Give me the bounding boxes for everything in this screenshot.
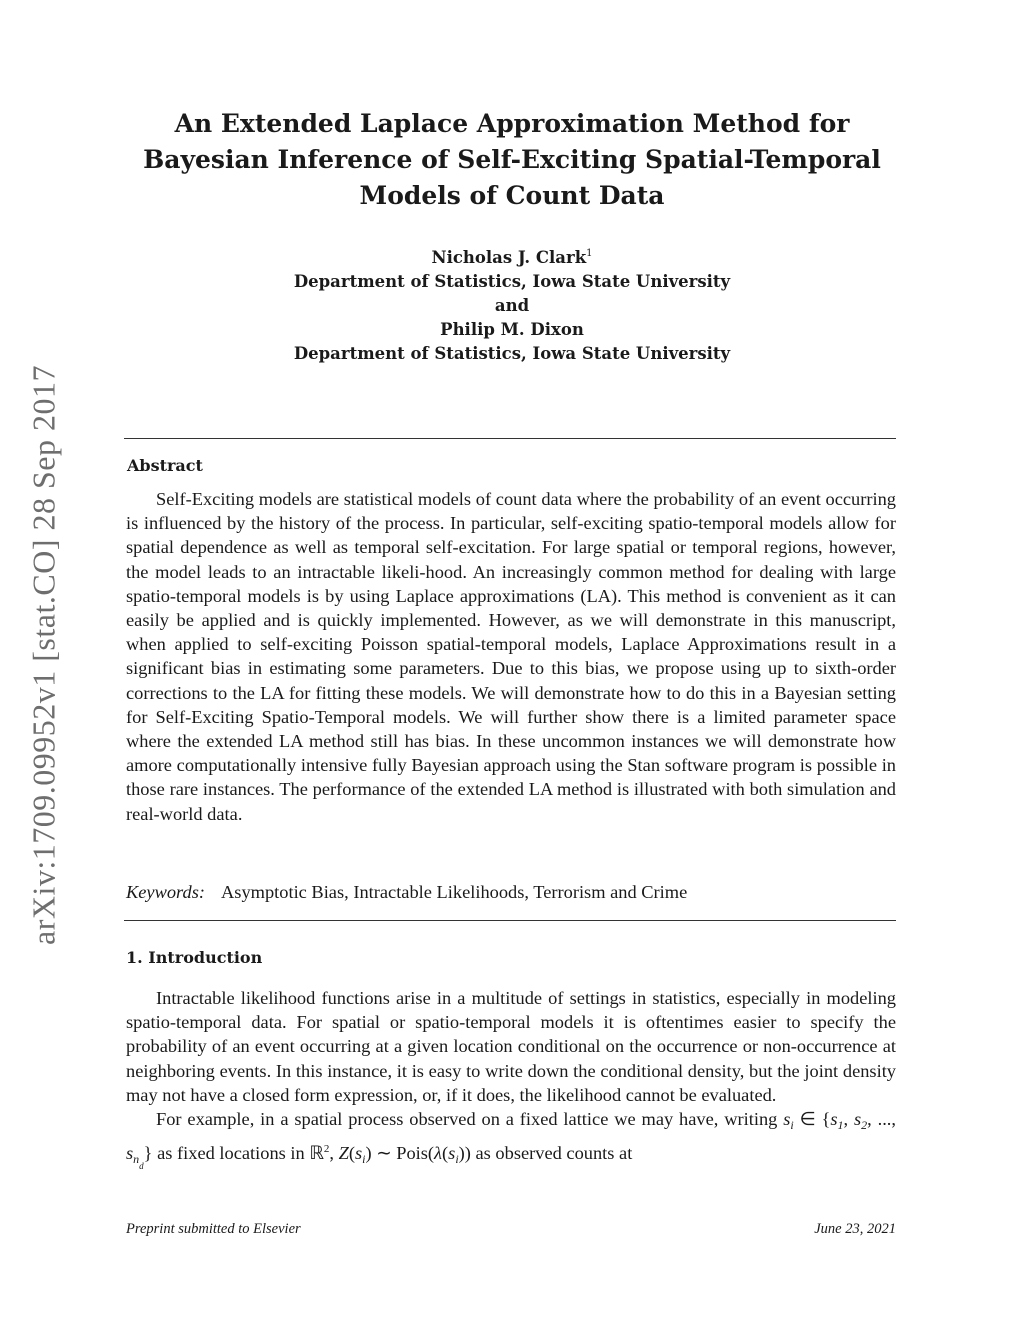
footer-preprint-note: Preprint submitted to Elsevier [126, 1221, 301, 1237]
footer-date: June 23, 2021 [814, 1221, 896, 1237]
author-conjunction: and [494, 296, 530, 315]
author-1: Nicholas J. Clark$^1$ [431, 248, 593, 267]
affiliation-2: Department of Statistics, Iowa State University [293, 344, 731, 363]
math-real-plane: ℝ$^2$, [309, 1143, 335, 1164]
keywords-label: Keywords: [126, 882, 206, 902]
arxiv-identifier-stamp: arXiv:1709.09952v1 [stat.CO] 28 Sep 2017 [25, 365, 62, 945]
keywords-value: Asymptotic Bias, Intractable Likelihoods, Terrorism and Crime [221, 882, 688, 902]
title-line-3: Models of Count Data [359, 181, 665, 210]
abstract-paragraph: Self-Exciting models are statistical models of count data where the probability of an event occurring is influenced by the history of the process. In particular, self-exciting spatio-temporal models allow for spatial dependence as well as temporal self-excitation. For large spatial or temporal regions, however, the model leads to an intractable likeli-hood. An increasingly common method for dealing with large spatio-temporal models is by using Laplace approximations (LA). This method is convenient as it can easily be applied and is quickly implemented. However, as we will demonstrate in this manuscript, when applied to self-exciting Poisson spatial-temporal models, Laplace Approximations result in a significant bias in estimating some parameters. Due to this bias, we propose using up to sixth-order corrections to the LA for fitting these models. We will demonstrate how to do this in a Bayesian setting for Self-Exciting Spatio-Temporal models. We will further show there is a limited parameter space where the extended LA method still has bias. In these uncommon instances we will demonstrate how amore computationally intensive fully Bayesian approach using the Stan software program is possible in those rare instances. The performance of the extended LA method is illustrated with both simulation and real-world data. [126, 489, 896, 824]
affiliation-1: Department of Statistics, Iowa State University [293, 272, 731, 291]
introduction-heading: 1. Introduction [126, 948, 263, 967]
math-poisson-counts: $Z(s_i)$ ∼ $Pois(\lambda(s_i))$ [338, 1143, 471, 1167]
abstract-top-rule [124, 438, 896, 439]
title-line-1: An Extended Laplace Approximation Method for [174, 109, 850, 138]
math-locations-set: $s_i$ ∈ {$s_1$, $s_2$, ..., $s_{n_d}$} [126, 1109, 896, 1172]
abstract-bottom-rule [124, 920, 896, 921]
introduction-paragraph-2: For example, in a spatial process observed on a fixed lattice we may have, writing $s_i$ ∈ {$s_1$, $s_2$, ..., $s_{n_d}$} as fixed locations in ℝ$^2$, $Z(s_i)$ ∼ $Pois(\lambda(s_i))$ as observed counts at [126, 1109, 896, 1172]
title-line-2: Bayesian Inference of Self-Exciting Spatial-Temporal [143, 145, 881, 174]
keywords-line [126, 882, 687, 903]
paper-title [112, 106, 912, 214]
abstract-body [126, 487, 896, 826]
introduction-body [126, 986, 896, 1179]
author-1-footnote-marker: 1 [586, 248, 593, 259]
author-2: Philip M. Dixon [440, 320, 584, 339]
author-block [112, 242, 912, 366]
introduction-paragraph-1: Intractable likelihood functions arise in a multitude of settings in statistics, especially in modeling spatio-temporal data. For spatial or spatio-temporal models it is oftentimes easier to specify the probability of an event occurring at a given location conditional on the occurrence or non-occurrence at neighboring events. In this instance, it is easy to write down the conditional density, but the joint density may not have a closed form expression, or, if it does, the likelihood cannot be evaluated. [126, 988, 896, 1105]
abstract-heading: Abstract [127, 456, 203, 475]
